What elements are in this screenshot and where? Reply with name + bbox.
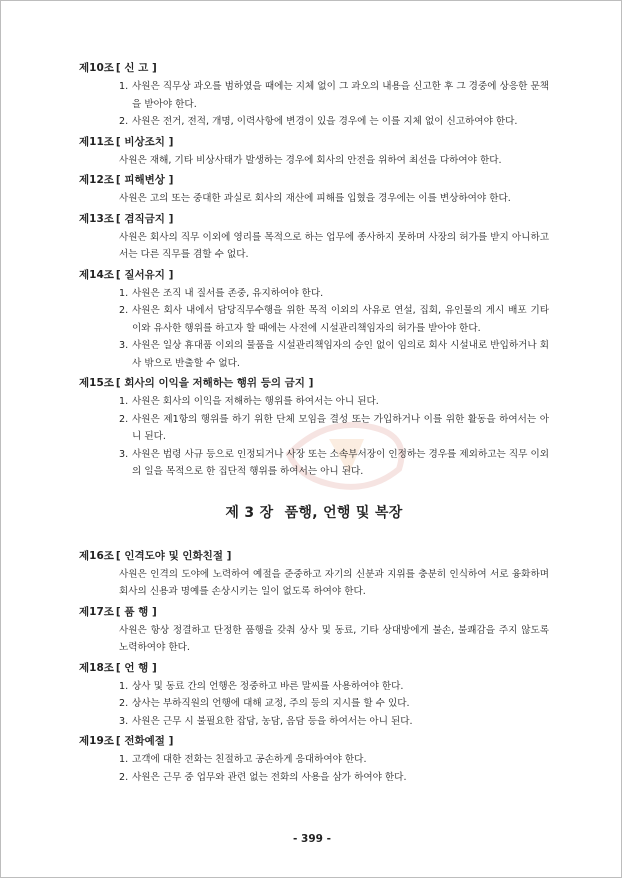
article-heading: [79, 603, 549, 622]
article-heading: [79, 374, 549, 393]
article-item: [119, 411, 549, 446]
articles-section-2: [79, 547, 549, 787]
item-number: 2.: [119, 305, 129, 316]
article-item: [119, 446, 549, 481]
page-number: - 399 -: [293, 833, 331, 845]
item-number: 1.: [119, 754, 129, 765]
item-number: 2.: [119, 413, 129, 425]
article: [79, 266, 549, 373]
article-number: 제17조: [79, 605, 114, 618]
article-heading: [79, 659, 549, 678]
article-heading: [79, 210, 549, 229]
article-paragraph: 사원은 항상 정결하고 단정한 품행을 갖춰 상사 및 동료, 기타 상대방에게 불손, 불쾌감을 주지 않도록 노력하여야 한다.: [119, 624, 549, 653]
item-text: 사원은 회사의 이익을 저해하는 행위를 하여서는 아니 된다.: [132, 396, 379, 407]
article-title: [ 언 행 ]: [115, 661, 157, 674]
article: [79, 732, 549, 786]
article-paragraph: 사원은 인격의 도야에 노력하여 예절을 준중하고 자기의 신분과 지위를 충분히 인식하여 서로 융화하며 회사의 신용과 명예를 손상시키는 일이 없도록 하여야 한다.: [119, 568, 549, 597]
article-item: [119, 285, 549, 303]
item-text: 상사 및 동료 간의 언행은 정중하고 바른 말씨를 사용하여야 한다.: [132, 680, 404, 692]
item-text: 사원은 제1항의 행위를 하기 위한 단체 모임을 결성 또는 가입하거나 이를 위한 활동을 하여서는 아니 된다.: [132, 413, 549, 442]
article: [79, 210, 549, 264]
article: [79, 171, 549, 208]
item-text: 사원은 조직 내 질서를 존중, 유지하여야 한다.: [132, 287, 324, 299]
page-content: [79, 59, 549, 788]
item-number: 1.: [119, 396, 129, 407]
item-text: 사원은 근무 중 업무와 관련 없는 전화의 사용을 삼가 하여야 한다.: [132, 771, 407, 783]
item-number: 2.: [119, 116, 129, 127]
chapter-title: 품행, 언행 및 복장: [284, 504, 403, 521]
item-text: 고객에 대한 전화는 친절하고 공손하게 응대하여야 한다.: [132, 754, 367, 765]
item-number: 3.: [119, 715, 129, 727]
article-number: 제11조: [79, 135, 114, 148]
article-paragraph: 사원은 회사의 직무 이외에 영리를 목적으로 하는 업무에 종사하지 못하며 사장의 허가를 받지 아니하고서는 다른 직무를 겸할 수 없다.: [119, 231, 549, 260]
article-heading: [79, 133, 549, 152]
article: [79, 603, 549, 657]
article-paragraph: 사원은 재해, 기타 비상사태가 발생하는 경우에 회사의 안전을 위하여 최선을 다하여야 한다.: [119, 154, 502, 166]
article: [79, 374, 549, 481]
article-title: [ 피해변상 ]: [115, 174, 174, 186]
article-number: 제10조: [79, 62, 114, 74]
article-heading: [79, 266, 549, 285]
article-item: [119, 751, 549, 769]
item-number: 1.: [119, 680, 129, 692]
article: [79, 547, 549, 601]
item-text: 사원은 일상 휴대품 이외의 물품을 시설관리책임자의 승인 없이 임의로 회사 시설내로 반입하거나 회사 밖으로 반출할 수 없다.: [132, 340, 549, 369]
item-text: 사원은 전거, 전적, 개명, 이력사항에 변경이 있을 경우에 는 이를 지체 없이 신고하여야 한다.: [132, 116, 518, 127]
article-item: [119, 337, 549, 372]
article-number: 제15조: [79, 377, 114, 389]
article-number: 제12조: [79, 174, 114, 186]
article-item: [119, 695, 549, 713]
item-number: 3.: [119, 448, 129, 460]
article-item: [119, 678, 549, 696]
article-title: [ 질서유지 ]: [115, 268, 174, 281]
article: [79, 133, 549, 170]
article-item: [119, 769, 549, 787]
item-number: 2.: [119, 771, 129, 783]
chapter-heading: [79, 503, 549, 523]
article-number: 제18조: [79, 661, 114, 674]
article-number: 제16조: [79, 549, 114, 562]
item-number: 1.: [119, 287, 129, 299]
article-number: 제14조: [79, 268, 114, 281]
article-item: [119, 302, 549, 337]
article-heading: [79, 732, 549, 751]
item-text: 사원은 근무 시 불필요한 잡담, 농담, 음담 등을 하여서는 아니 된다.: [132, 715, 413, 727]
item-number: 2.: [119, 698, 129, 709]
article-item: [119, 393, 549, 411]
item-text: 사원은 직무상 과오를 범하였을 때에는 지체 없이 그 과오의 내용을 신고한 후 그 경중에 상응한 문책을 받아야 한다.: [132, 81, 549, 110]
item-number: 3.: [119, 340, 129, 351]
chapter-number: 제 3 장: [225, 504, 274, 521]
article-title: [ 신 고 ]: [115, 62, 157, 74]
article-title: [ 전화예절 ]: [115, 735, 174, 747]
articles-section-1: [79, 59, 549, 481]
article: [79, 59, 549, 131]
article-heading: [79, 547, 549, 566]
article-title: [ 겸직금지 ]: [115, 212, 174, 225]
item-text: 상사는 부하직원의 언행에 대해 교정, 주의 등의 지시를 할 수 있다.: [132, 698, 410, 709]
item-number: 1.: [119, 81, 129, 92]
article-item: [119, 78, 549, 113]
article-heading: [79, 59, 549, 78]
article-item: [119, 113, 549, 131]
article-title: [ 품 행 ]: [115, 605, 157, 618]
article-paragraph: 사원은 고의 또는 중대한 과실로 회사의 재산에 피해를 입혔을 경우에는 이를 변상하여야 한다.: [119, 193, 511, 204]
article-number: 제19조: [79, 735, 114, 747]
article-title: [ 비상조치 ]: [115, 135, 174, 148]
item-text: 사원은 회사 내에서 담당직무수행을 위한 목적 이외의 사유로 연설, 집회, 유인물의 게시 배포 기타 이와 유사한 행위를 하고자 할 때에는 사전에 시설관리책임자의 허가를 받아야 한다.: [132, 305, 549, 334]
item-text: 사원은 법령 사규 등으로 인정되거나 사장 또는 소속부서장이 인정하는 경우를 제외하고는 직무 이외의 일을 목적으로 한 집단적 행위를 하여서는 아니 된다.: [132, 448, 549, 477]
article-title: [ 회사의 이익을 저해하는 행위 등의 금지 ]: [115, 377, 314, 389]
article-item: [119, 713, 549, 731]
article-title: [ 인격도야 및 인화친절 ]: [115, 549, 232, 562]
article: [79, 659, 549, 731]
article-heading: [79, 171, 549, 190]
article-number: 제13조: [79, 212, 114, 225]
